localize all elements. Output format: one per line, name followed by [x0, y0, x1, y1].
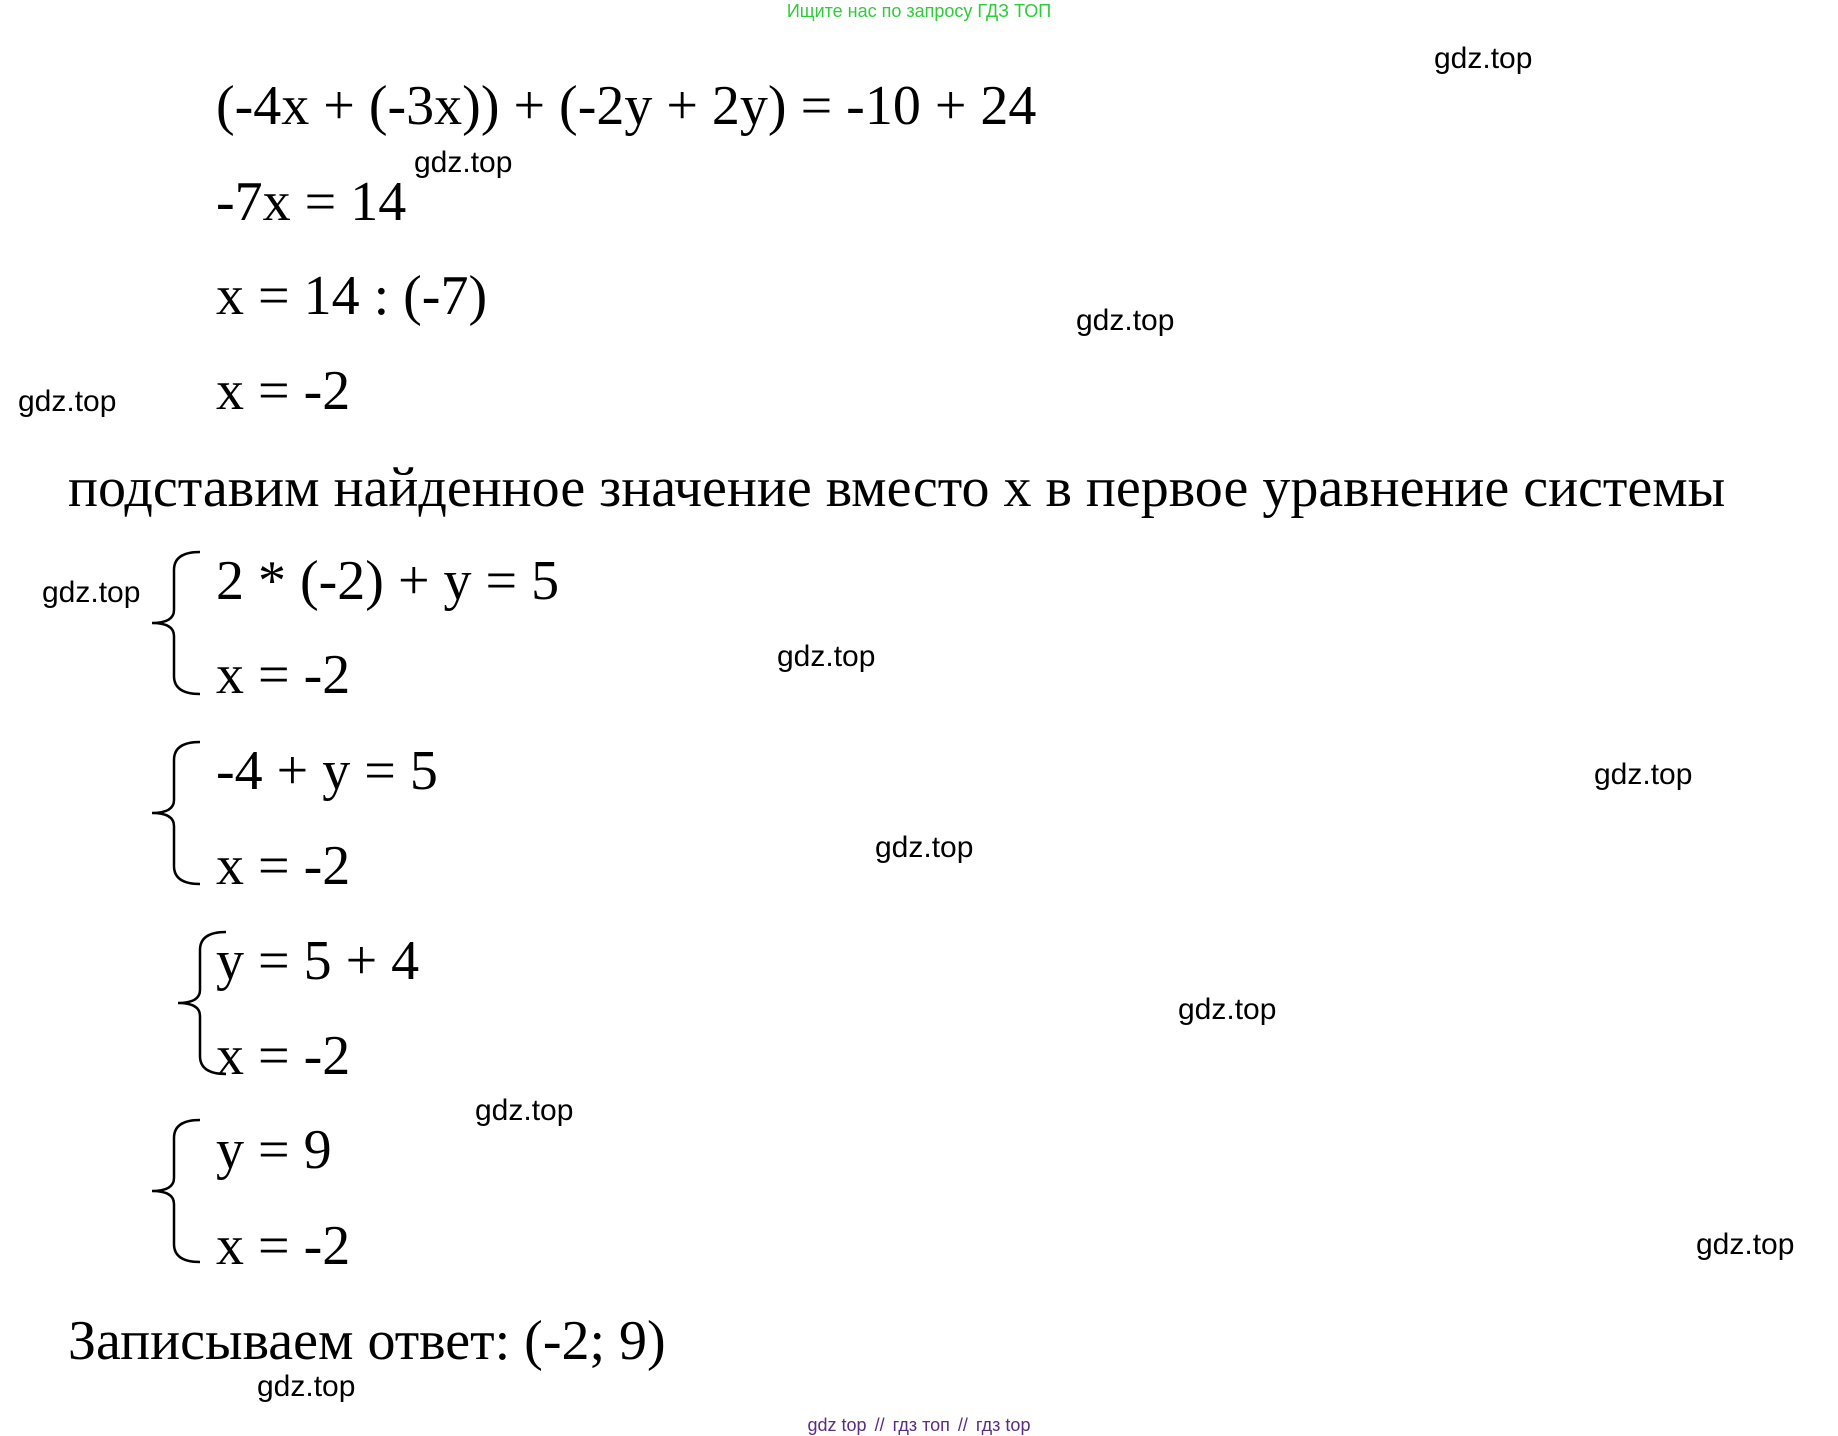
watermark: gdz.top	[475, 1094, 574, 1127]
watermark: gdz.top	[1434, 42, 1533, 75]
watermark: gdz.top	[1178, 993, 1277, 1026]
watermark: gdz.top	[875, 831, 974, 864]
watermark: gdz.top	[777, 640, 876, 673]
search-banner[interactable]: Ищите нас по запросу ГДЗ ТОП	[786, 1, 1052, 21]
system-4-equation-2: x = -2	[216, 1215, 351, 1277]
step-equation-3: x = 14 : (-7)	[216, 265, 488, 327]
footer-link[interactable]: gdz top	[807, 1415, 867, 1435]
step-equation-4: x = -2	[216, 360, 351, 422]
system-brace-1	[140, 548, 206, 698]
system-1-equation-1: 2 * (-2) + y = 5	[216, 550, 560, 612]
footer-separator: //	[957, 1415, 968, 1435]
system-2-equation-1: -4 + y = 5	[216, 740, 438, 802]
substitution-instruction: подставим найденное значение вместо x в первое уравнение системы	[68, 457, 1726, 519]
footer-link[interactable]: гдз топ	[892, 1415, 950, 1435]
watermark: gdz.top	[257, 1370, 356, 1403]
system-brace-2	[140, 738, 206, 888]
watermark: gdz.top	[1696, 1228, 1795, 1261]
watermark: gdz.top	[1076, 304, 1175, 337]
answer-line: Записываем ответ: (-2; 9)	[68, 1310, 666, 1372]
system-2-equation-2: x = -2	[216, 835, 351, 897]
system-3-equation-2: x = -2	[216, 1025, 351, 1087]
watermark: gdz.top	[414, 146, 513, 179]
footer-link[interactable]: гдз top	[975, 1415, 1031, 1435]
step-equation-1: (-4x + (-3x)) + (-2y + 2y) = -10 + 24	[216, 75, 1037, 137]
watermark: gdz.top	[42, 576, 141, 609]
step-equation-2: -7x = 14	[216, 171, 407, 233]
footer-links	[0, 1415, 1838, 1436]
system-4-equation-1: y = 9	[216, 1119, 332, 1181]
watermark: gdz.top	[18, 385, 117, 418]
watermark: gdz.top	[1594, 758, 1693, 791]
system-brace-4	[140, 1116, 206, 1266]
system-3-equation-1: y = 5 + 4	[216, 930, 420, 992]
footer-separator: //	[874, 1415, 885, 1435]
system-1-equation-2: x = -2	[216, 644, 351, 706]
